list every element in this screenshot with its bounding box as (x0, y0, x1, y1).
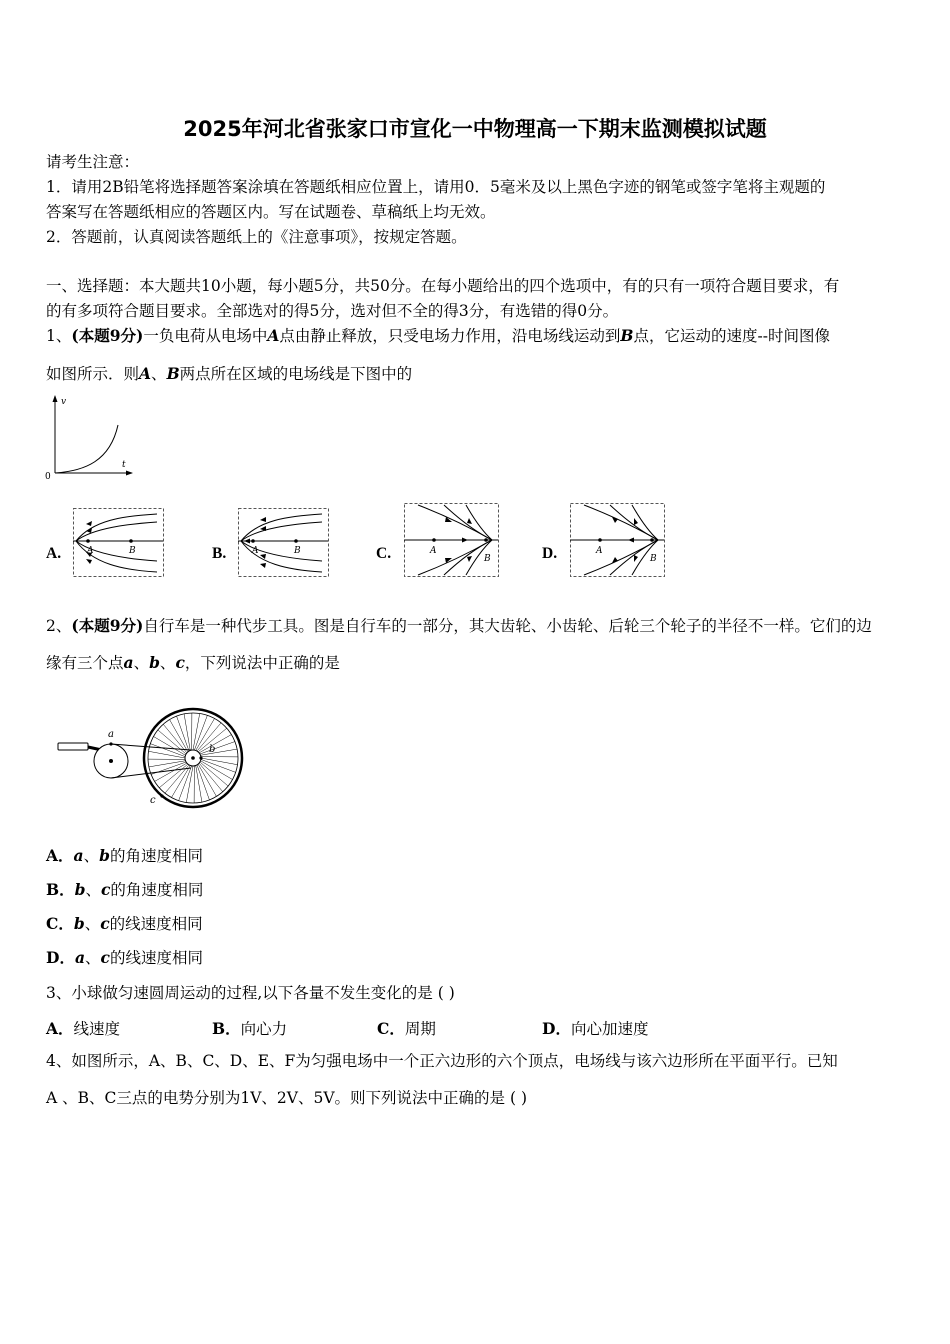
q3-option-b[interactable]: B．向心力 (212, 1019, 288, 1038)
q4-line-1: 4、如图所示，A、B、C、D、E、F为匀强电场中一个正六边形的六个顶点，电场线与该六边形所在平面平行。已知 (46, 1052, 838, 1070)
point-c-label: c (150, 795, 156, 806)
wheel-spoke (184, 714, 190, 751)
axis-label-v: v (61, 397, 67, 407)
notice-line-1: 1．请用2B铅笔将选择题答案涂填在答题纸相应位置上，请用0．5毫米及以上黑色字迹的钢笔或签字笔将主观题的 (46, 178, 826, 196)
wheel-spoke (200, 762, 228, 786)
wheel-spoke (197, 765, 209, 800)
q1-option-c[interactable]: C. (376, 545, 392, 562)
wheel-spoke (158, 730, 186, 754)
q4-line-2: A 、B、C三点的电势分别为1V、2V、5V。则下列说法中正确的是 ( ) (46, 1089, 527, 1107)
chainring-large (94, 744, 128, 778)
wheel-spoke (170, 720, 188, 752)
wheel-spoke (201, 749, 238, 755)
q2-line-2: 缘有三个点a、b、c，下列说法中正确的是 (46, 653, 340, 672)
notice-heading: 请考生注意： (46, 153, 140, 171)
point-b-label: B (294, 546, 301, 556)
q1-line-2: 如图所示．则A、B两点所在区域的电场线是下图中的 (46, 364, 413, 383)
notice-line-1b: 答案写在答题纸相应的答题区内。写在试题卷、草稿纸上均无效。 (46, 203, 496, 221)
q2-option-a[interactable]: A．a、b的角速度相同 (46, 846, 203, 865)
q2-option-b[interactable]: B．b、c的角速度相同 (46, 880, 204, 899)
q1-option-a[interactable]: A. (46, 545, 62, 562)
point-b-label: B (129, 546, 136, 556)
q1-option-b[interactable]: B. (212, 545, 227, 562)
q1-option-d[interactable]: D. (542, 545, 558, 562)
point-b-marker (199, 756, 202, 759)
notice-line-2: 2．答题前，认真阅读答题纸上的《注意事项》，按规定答题。 (46, 228, 467, 246)
wheel-spoke (198, 764, 216, 796)
point-c-marker (160, 794, 163, 797)
point-a-label: A (430, 546, 437, 556)
point-a-marker (109, 742, 112, 745)
q1-line-1: 1、(本题9分)一负电荷从电场中A点由静止释放，只受电场力作用，沿电场线运动到B点，它运动的速度--时间图像 (46, 326, 830, 345)
wheel-spoke (151, 762, 186, 774)
point-a-label: A (87, 546, 94, 556)
wheel-spoke (196, 766, 202, 803)
q2-option-d[interactable]: D．a、c的线速度相同 (46, 948, 203, 967)
field-diagram-d[interactable] (570, 503, 666, 579)
wheel-spoke (165, 765, 189, 793)
wheel-spoke (149, 761, 186, 767)
point-b-label: b (209, 744, 216, 755)
q2-line-1: 2、(本题9分)自行车是一种代步工具。图是自行车的一部分，其大齿轮、小齿轮、后轮三个轮子的半径不一样。它们的边 (46, 616, 872, 635)
field-diagram-c[interactable] (404, 503, 500, 579)
wheel-spoke (177, 716, 189, 751)
point-a-label: a (108, 729, 114, 740)
point-b-label: B (484, 554, 491, 564)
q3-option-c[interactable]: C．周期 (377, 1019, 436, 1038)
page-title: 2025年河北省张家口市宣化一中物理高一下期末监测模拟试题 (183, 117, 767, 141)
q3-question: 3、小球做匀速圆周运动的过程,以下各量不发生变化的是 ( ) (46, 984, 455, 1002)
point-a-label: A (252, 546, 259, 556)
section1-line-1: 一、选择题：本大题共10小题，每小题5分，共50分。在每小题给出的四个选项中，有的只有一项符合题目要求，有 (46, 277, 840, 295)
axis-origin: 0 (45, 472, 51, 482)
wheel-spoke (159, 764, 188, 788)
q3-option-a[interactable]: A．线速度 (46, 1019, 121, 1038)
field-diagram-a[interactable] (73, 508, 165, 580)
wheel-spoke (199, 763, 223, 792)
velocity-time-graph (40, 393, 140, 483)
bicycle-figure (56, 700, 251, 810)
point-b-label: B (650, 554, 657, 564)
axis-label-t: t (122, 460, 126, 470)
section1-line-2: 的有多项符合题目要求。全部选对的得5分，选对但不全的得3分，有选错的得0分。 (46, 302, 619, 320)
field-diagram-b[interactable] (238, 508, 330, 580)
rear-wheel (144, 709, 242, 807)
q3-option-d[interactable]: D．向心加速度 (542, 1019, 649, 1038)
wheel-spoke (200, 742, 235, 754)
q2-option-c[interactable]: C．b、c的线速度相同 (46, 914, 203, 933)
point-a-label: A (596, 546, 603, 556)
